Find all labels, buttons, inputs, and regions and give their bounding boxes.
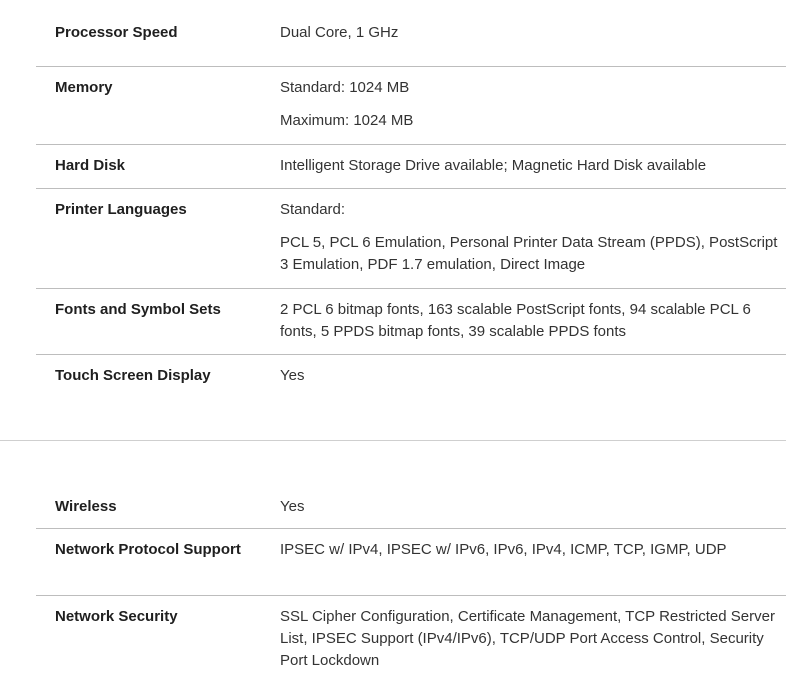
spec-value-line: PCL 5, PCL 6 Emulation, Personal Printer Data Stream (PPDS), PostScript 3 Emulation, PDF 1.7 emulation, Direct Image bbox=[280, 234, 778, 273]
spec-row-network-protocol bbox=[36, 529, 786, 596]
spec-value-line: Dual Core, 1 GHz bbox=[280, 24, 399, 41]
section-divider bbox=[0, 440, 786, 441]
spec-label: Printer Languages bbox=[55, 201, 187, 218]
spec-row-hard-disk bbox=[36, 145, 786, 189]
spec-label: Network Protocol Support bbox=[55, 541, 241, 558]
spec-row-printer-languages bbox=[36, 189, 786, 289]
spec-table-network bbox=[36, 485, 786, 682]
spec-row-fonts-symbol-sets bbox=[36, 289, 786, 355]
spec-row-network-security bbox=[36, 596, 786, 682]
spec-row-processor-speed bbox=[36, 22, 786, 67]
spec-value bbox=[280, 299, 780, 343]
spec-value-line: SSL Cipher Configuration, Certificate Management, TCP Restricted Server List, IPSEC Support (IPv4/IPv6), TCP/UDP Port Access Control, Security Port Lockdown bbox=[280, 608, 775, 669]
spec-value bbox=[280, 155, 780, 177]
spec-value bbox=[280, 496, 780, 518]
spec-value-line: 2 PCL 6 bitmap fonts, 163 scalable PostScript fonts, 94 scalable PCL 6 fonts, 5 PPDS bitmap fonts, 39 scalable PPDS fonts bbox=[280, 301, 751, 340]
spec-table-hardware bbox=[36, 22, 786, 405]
spec-value bbox=[280, 606, 780, 672]
spec-value bbox=[280, 365, 780, 387]
spec-value-line: Yes bbox=[280, 367, 305, 384]
spec-label: Fonts and Symbol Sets bbox=[55, 301, 221, 318]
spec-label: Processor Speed bbox=[55, 24, 178, 41]
spec-value-line: Standard: bbox=[280, 201, 346, 218]
spec-label: Wireless bbox=[55, 498, 117, 515]
spec-label: Network Security bbox=[55, 608, 178, 625]
spec-value-line: Maximum: 1024 MB bbox=[280, 112, 414, 129]
spec-label: Touch Screen Display bbox=[55, 367, 211, 384]
spec-label: Hard Disk bbox=[55, 157, 126, 174]
spec-value-line: Standard: 1024 MB bbox=[280, 79, 410, 96]
spec-row-wireless bbox=[36, 485, 786, 529]
spec-value-line: IPSEC w/ IPv4, IPSEC w/ IPv6, IPv6, IPv4, ICMP, TCP, IGMP, UDP bbox=[280, 541, 727, 558]
spec-row-memory bbox=[36, 67, 786, 145]
spec-value-line: Yes bbox=[280, 498, 305, 515]
spec-value bbox=[280, 77, 780, 132]
spec-row-touch-screen bbox=[36, 355, 786, 405]
spec-label: Memory bbox=[55, 79, 113, 96]
spec-value bbox=[280, 539, 780, 561]
spec-value bbox=[280, 199, 780, 276]
spec-value bbox=[280, 22, 780, 44]
spec-value-line: Intelligent Storage Drive available; Magnetic Hard Disk available bbox=[280, 157, 707, 174]
